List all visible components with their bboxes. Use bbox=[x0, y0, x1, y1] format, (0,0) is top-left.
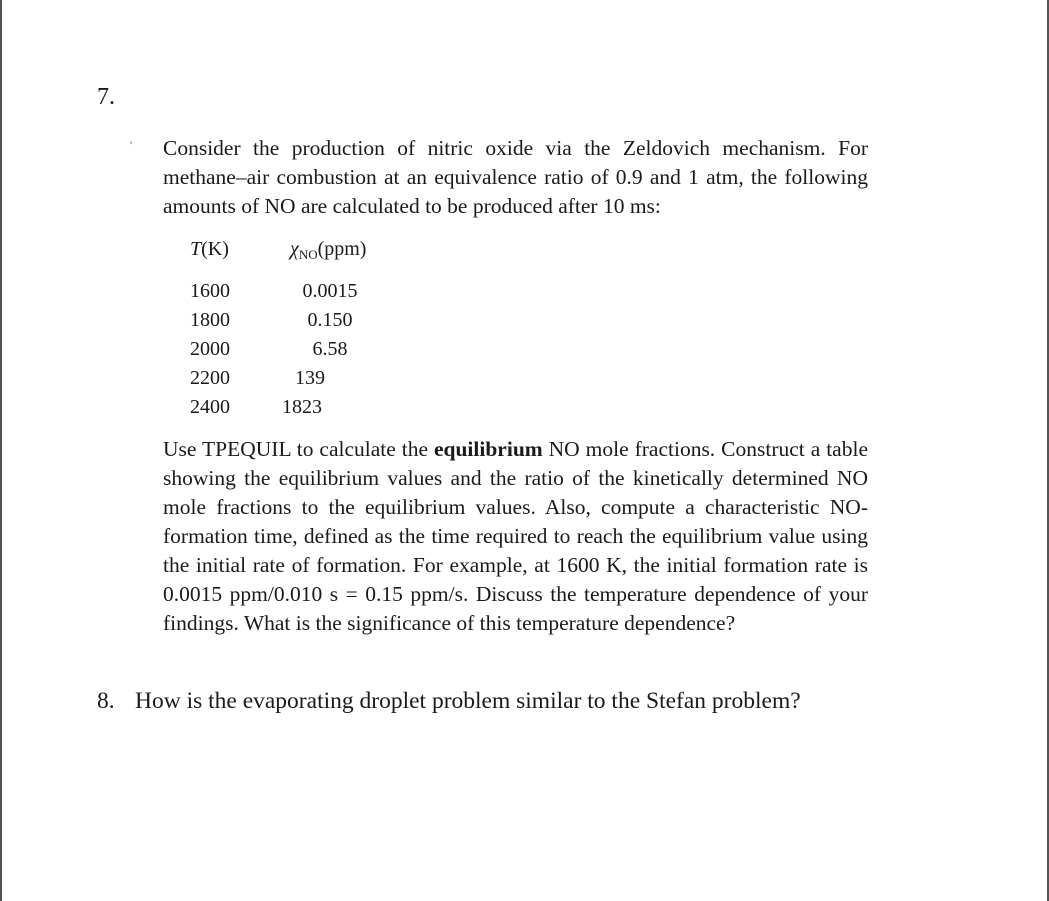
cell-temperature: 1600 bbox=[190, 280, 230, 302]
cell-no-ppm: 1823 bbox=[282, 396, 322, 418]
cell-no-ppm: 139 bbox=[295, 367, 325, 389]
problem-7-body: Use TPEQUIL to calculate the equilibrium NO mole fractions. Construct a table showing the equilibrium values and the ratio of the kinetically determined NO mole fractions to the equilibrium values. Also, compute a characteristic NO-formation time, defined as the time required to reach the equilibrium value using the initial rate of formation. For example, at 1600 K, the initial formation rate is 0.0015 ppm/0.010 s = 0.15 ppm/s. Discuss the temperature dependence of your findings. What is the significance of this temperature dependence? bbox=[163, 437, 868, 635]
cell-no-ppm: 0.150 bbox=[307, 309, 353, 331]
problem-8-text: How is the evaporating droplet problem similar to the Stefan problem? bbox=[135, 688, 801, 714]
table-row bbox=[190, 338, 450, 366]
problem-7-number: 7. bbox=[97, 84, 115, 110]
table-row bbox=[190, 396, 450, 424]
cell-no-ppm: 0.0015 bbox=[302, 280, 358, 302]
page-left-border bbox=[0, 0, 2, 901]
table-header-temperature: T(K) bbox=[190, 238, 229, 260]
cell-temperature: 2000 bbox=[190, 338, 230, 360]
cell-no-ppm: 6.58 bbox=[312, 338, 348, 360]
cell-temperature: 2200 bbox=[190, 367, 230, 389]
bold-equilibrium: equilibrium bbox=[433, 437, 543, 461]
table-row bbox=[190, 367, 450, 395]
margin-mark: ' bbox=[130, 138, 133, 152]
table-header-no-fraction: $\chi_{NO}(ppm)$ bbox=[290, 238, 367, 262]
cell-temperature: 2400 bbox=[190, 396, 230, 418]
problem-8-number: 8. bbox=[97, 688, 115, 714]
cell-temperature: 1800 bbox=[190, 309, 230, 331]
problem-7-intro: Consider the production of nitric oxide via the Zeldovich mechanism. For methane–air combustion at an equivalence ratio of 0.9 and 1 atm, the following amounts of NO are calculated to be produced after 10 ms: bbox=[163, 136, 868, 218]
table-row bbox=[190, 309, 450, 337]
table-row bbox=[190, 280, 450, 308]
problem-8 bbox=[97, 688, 801, 715]
